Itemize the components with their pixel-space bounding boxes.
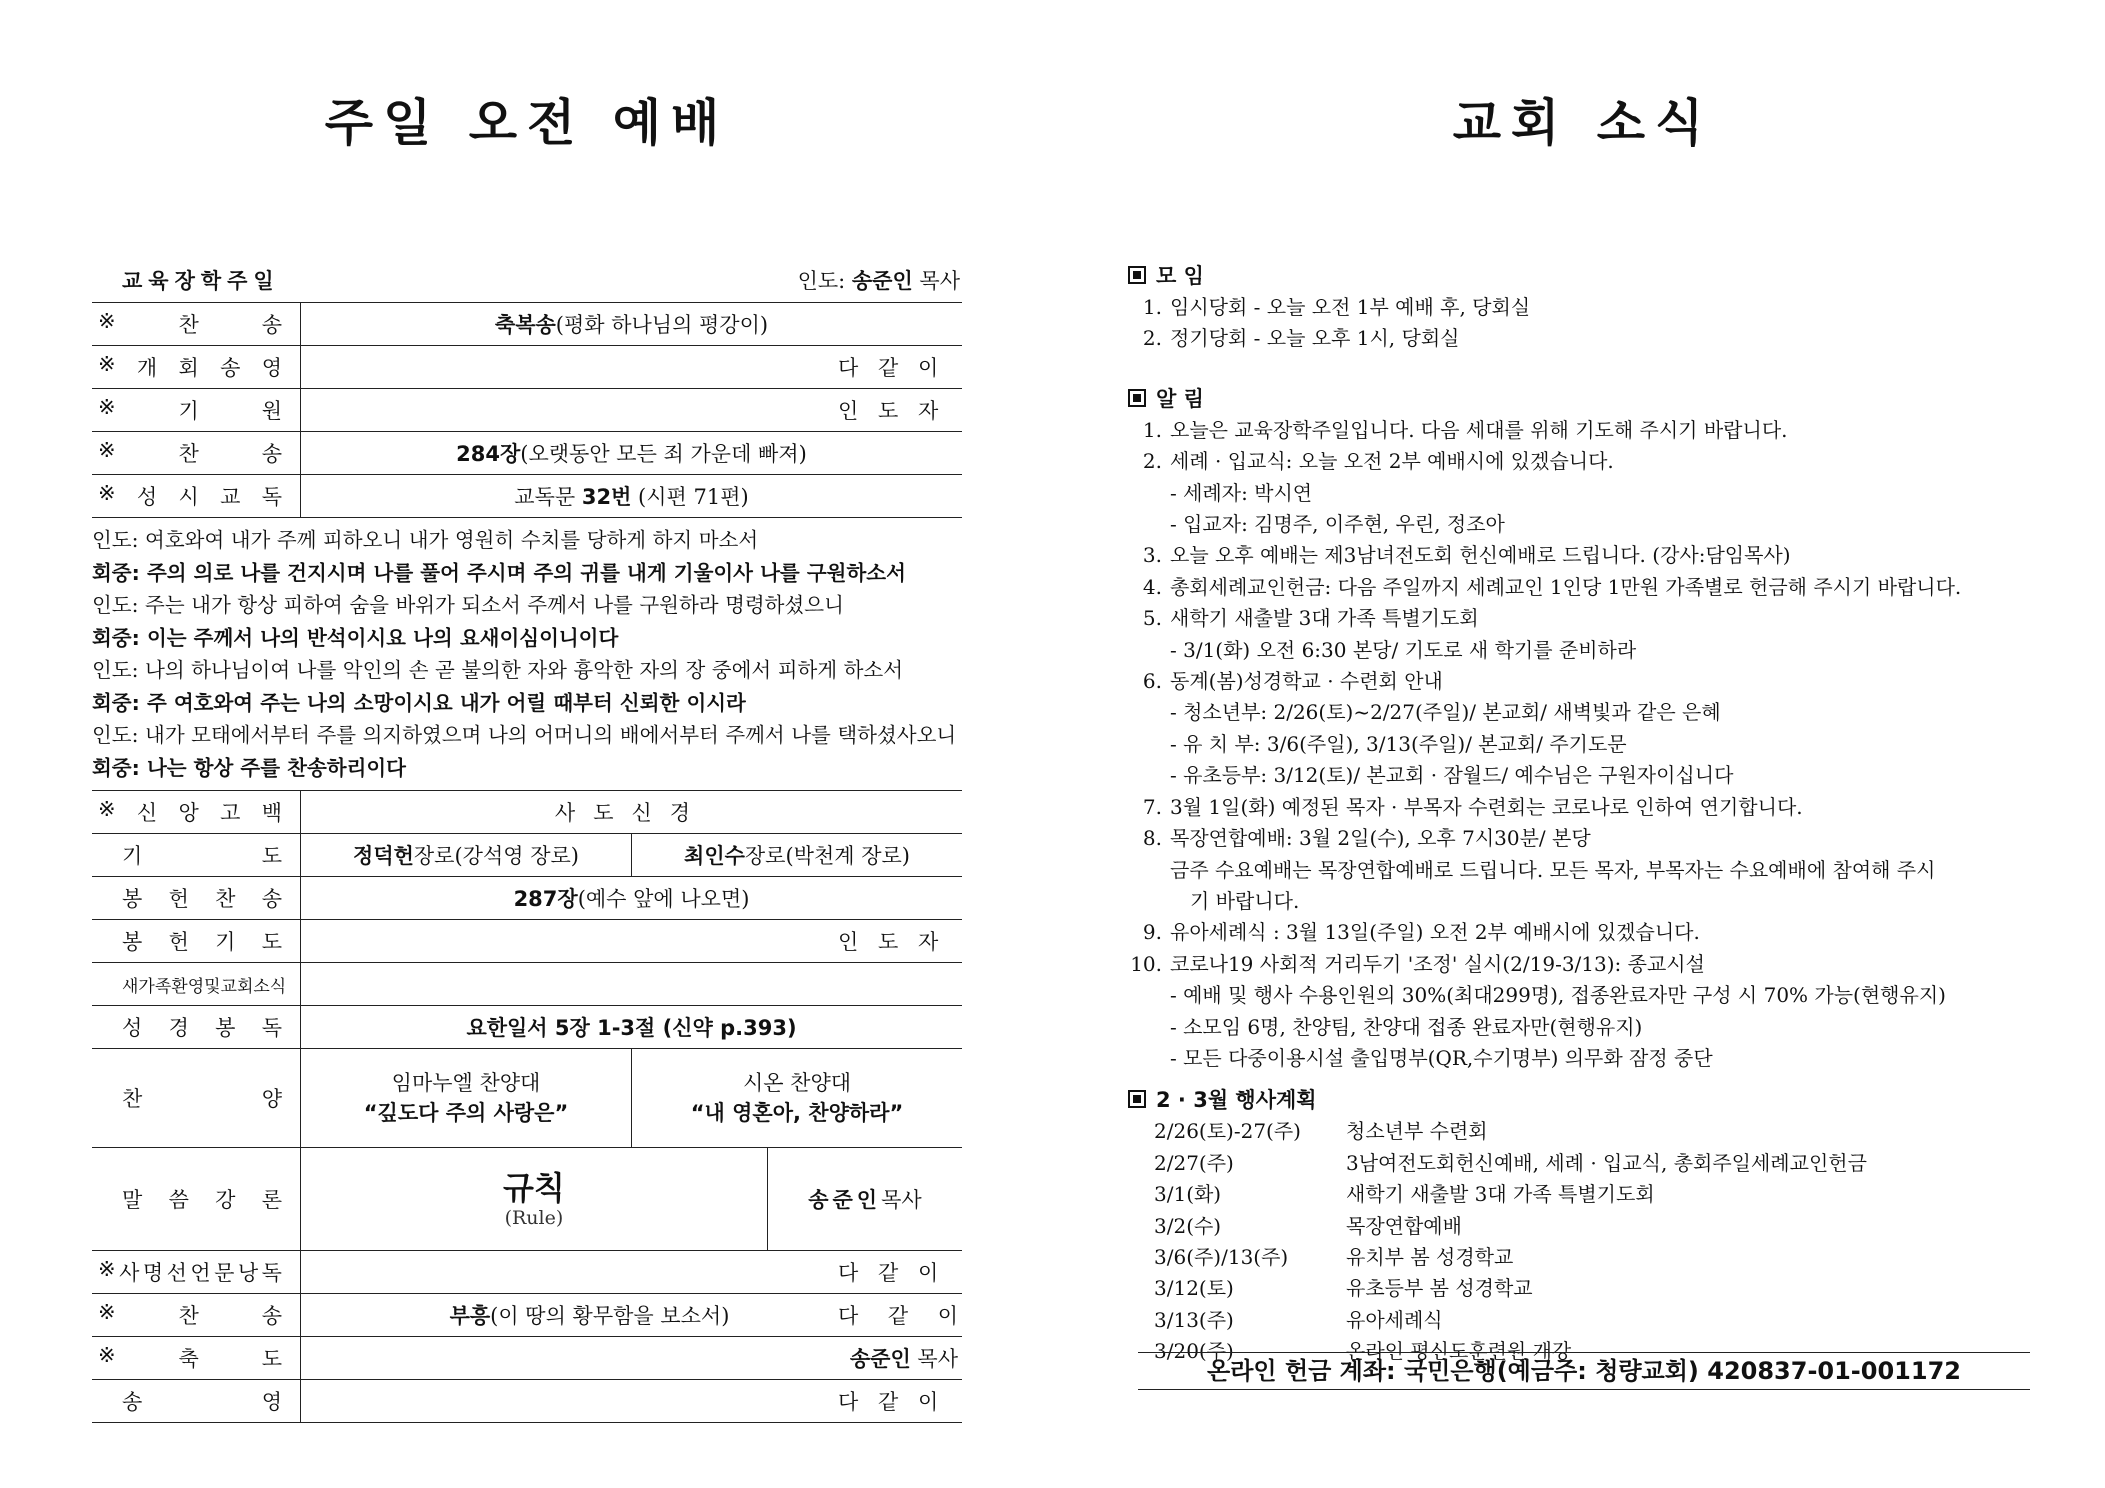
reading-line: 인도: 여호와여 내가 주께 피하오니 내가 영원히 수치를 당하게 하지 마소서: [92, 528, 759, 552]
label-char: 찬: [215, 887, 236, 911]
item-number: 9.: [1142, 920, 1162, 945]
label-char: ※: [98, 395, 116, 419]
label-char: 시: [178, 485, 199, 509]
schedule-event: 유아세례식: [1346, 1307, 1443, 1332]
label-char: 독: [261, 485, 282, 509]
spread-value: [838, 395, 962, 425]
schedule-event: 유치부 봄 성경학교: [1346, 1244, 1514, 1269]
label-char: 강: [215, 1188, 236, 1212]
schedule-event: 유초등부 봄 성경학교: [1346, 1276, 1533, 1301]
label-char: ※: [98, 309, 116, 333]
list-item: [1128, 603, 2038, 634]
schedule-event: 온라인 평신도훈련원 개강: [1346, 1339, 1572, 1364]
order-row-sermon: [92, 1148, 962, 1251]
label-char: ※: [98, 352, 116, 376]
label-char: 독: [261, 1261, 282, 1285]
item-text: 코로나19 사회적 거리두기 '조정' 실시(2/19-3/13): 종교시설: [1170, 951, 1705, 976]
list-item: 1. 임시당회 - 오늘 오전 1부 예배 후, 당회실: [1142, 295, 1531, 319]
label-char: 다: [838, 1304, 859, 1328]
order-row-mission: [92, 1251, 962, 1294]
order-label: [92, 883, 300, 913]
schedule-event: 3남여전도회헌신예배, 세례 · 입교식, 총회주일세례교인헌금: [1346, 1150, 1867, 1175]
section-heading: 알 림: [1128, 383, 2038, 415]
spread-value: [838, 352, 962, 382]
sermon-subtitle: (Rule): [504, 1207, 564, 1229]
news-title: 교회 소식: [1452, 94, 1714, 152]
reading-line: 회중: 주의 의로 나를 건지시며 나를 풀어 주시며 주의 귀를 내게 기울이사 나를 구원하소서: [92, 560, 906, 585]
label-char: 성: [136, 485, 158, 509]
label-char: 낭: [237, 1261, 259, 1285]
schedule-list: [1128, 1116, 2038, 1367]
item-number: 4.: [1142, 574, 1162, 599]
label-char: 양: [261, 1087, 282, 1111]
order-label: 새가족환영및교회소식: [122, 976, 287, 997]
order-row-invocation: [92, 389, 962, 432]
item-text: 유아세례식 : 3월 13일(주일) 오전 2부 예배시에 있겠습니다.: [1170, 920, 1700, 945]
spread-value: [838, 1257, 962, 1287]
list-item: [1128, 823, 2038, 854]
item-text: 3월 1일(화) 예정된 목자 · 부목자 수련회는 코로나로 인하여 연기합니다.: [1170, 794, 1803, 819]
spread-value: [838, 1386, 962, 1416]
prayer-a: 정덕헌 장로(강석영 장로): [353, 844, 579, 868]
order-row-opening: [92, 346, 962, 389]
schedule-date: 3/13(주): [1154, 1307, 1234, 1332]
label-char: 자: [918, 930, 939, 954]
label-char: 다: [838, 1390, 859, 1414]
order-label: [92, 1083, 300, 1113]
order-label: [92, 1300, 300, 1330]
label-char: 론: [261, 1188, 282, 1212]
choir-a: 임마누엘 찬양대 “깊도다 주의 사랑은”: [363, 1071, 569, 1125]
reading-line: 회중: 이는 주께서 나의 반석이시요 나의 요새이심이니이다: [92, 625, 619, 650]
label-char: 앙: [178, 801, 199, 825]
list-item: 2. 정기당회 - 오늘 오후 1시, 당회실: [1142, 326, 1460, 351]
list-item: - 입교자: 김명주, 이주현, 우린, 정조아: [1170, 512, 1505, 537]
item-number: 6.: [1142, 669, 1162, 694]
square-bullet-icon: [1128, 266, 1146, 284]
list-item: 금주 수요예배는 목장연합예배로 드립니다. 모든 목자, 부목자는 수요예배에 참여해 주시: [1170, 857, 1936, 882]
label-char: 인: [838, 930, 859, 954]
label-char: 도: [261, 1347, 282, 1371]
section-heading: 2 · 3월 행사계획: [1128, 1084, 2038, 1116]
item-text: 오늘 오후 예배는 제3남녀전도회 헌신예배로 드립니다. (강사:담임목사): [1170, 543, 1791, 568]
label-char: 회: [178, 356, 199, 380]
label-char: 영: [261, 1390, 282, 1414]
leader-info: 인도: 송준인 목사: [797, 269, 960, 293]
list-item: - 예배 및 행사 수용인원의 30%(최대299명), 접종완료자만 구성 시 70% 가능(현행유지): [1170, 983, 1946, 1008]
order-label: [92, 395, 300, 425]
label-char: 개: [136, 356, 158, 380]
list-item: 기 바랍니다.: [1190, 888, 1300, 913]
square-bullet-icon: [1128, 389, 1146, 407]
label-char: 영: [261, 356, 282, 380]
label-char: 헌: [168, 887, 189, 911]
label-char: 백: [261, 801, 282, 825]
schedule-event: 새학기 새출발 3대 가족 특별기도회: [1346, 1182, 1655, 1207]
schedule-date: 3/12(토): [1154, 1276, 1234, 1301]
label-char: 이: [918, 356, 939, 380]
order-label: [92, 840, 300, 870]
label-char: 송: [261, 313, 282, 337]
order-row-responsive-reading: ※ 성 시 교 독 교독문 32번 (시편 71편): [92, 475, 962, 518]
list-item: - 3/1(화) 오전 6:30 본당/ 기도로 새 학기를 준비하라: [1170, 637, 1637, 662]
list-item: - 청소년부: 2/26(토)~2/27(주일)/ 본교회/ 새벽빛과 같은 은혜: [1170, 700, 1721, 725]
spread-value: [838, 926, 962, 956]
list-item: - 세례자: 박시연: [1170, 480, 1313, 505]
label-char: 도: [878, 399, 899, 423]
order-table-bottom: [92, 791, 962, 1423]
order-label: [92, 1257, 300, 1287]
leader-name: 송준인: [851, 269, 913, 293]
schedule-row: [1154, 1242, 2038, 1273]
item-text: 목장연합예배: 3월 2일(수), 오후 7시30분/ 본당: [1170, 826, 1591, 851]
label-char: ※: [98, 1343, 116, 1367]
label-char: 같: [878, 356, 899, 380]
label-char: 고: [220, 801, 241, 825]
item-text: 동계(봄)성경학교 · 수련회 안내: [1170, 669, 1443, 694]
order-header: [92, 258, 962, 303]
label-char: 문: [214, 1261, 235, 1285]
order-row-doxology: [92, 1380, 962, 1423]
item-number: 1.: [1142, 417, 1162, 442]
list-item: - 모든 다중이용시설 출입명부(QR,수기명부) 의무화 잠정 중단: [1170, 1045, 1713, 1070]
label-char: 찬: [178, 442, 199, 466]
prayer-b: 최인수 장로(박천계 장로): [631, 834, 962, 876]
item-text: 새학기 새출발 3대 가족 특별기도회: [1170, 606, 1479, 631]
label-char: 경: [168, 1016, 189, 1040]
reading-line: 인도: 나의 하나님이여 나를 악인의 손 곧 불의한 자와 흉악한 자의 장 중에서 피하게 하소서: [92, 658, 904, 682]
label-char: 도: [261, 930, 282, 954]
label-char: 다: [838, 1261, 859, 1285]
schedule-date: 3/2(수): [1154, 1213, 1222, 1238]
order-row-offering-prayer: [92, 920, 962, 963]
order-row-hymn3: ※ 찬 송 부흥(이 땅의 황무함을 보소서) 다 같 이: [92, 1294, 962, 1337]
label-char: 찬: [178, 1304, 199, 1328]
label-char: 독: [261, 1016, 282, 1040]
order-row-choir: [92, 1049, 962, 1148]
list-item: [1128, 917, 2038, 948]
label-char: 송: [261, 887, 282, 911]
label-char: 도: [261, 844, 282, 868]
list-item: - 유초등부: 3/12(토)/ 본교회 · 잠월드/ 예수님은 구원자이십니다: [1170, 763, 1734, 788]
order-label: [92, 1386, 300, 1416]
section-meetings: [1128, 260, 2038, 355]
label-char: 축: [178, 1347, 199, 1371]
list-item: [1128, 666, 2038, 697]
spread-value: 사도신경: [554, 801, 709, 825]
order-label: [92, 309, 300, 339]
order-label: [92, 1012, 300, 1042]
reading-line: 인도: 주는 내가 항상 피하여 숨을 바위가 되소서 주께서 나를 구원하라 명령하셨으니: [92, 593, 844, 617]
order-row-hymn2: ※ 찬 송 284장(오랫동안 모든 죄 가운데 빠져): [92, 432, 962, 475]
schedule-row: [1154, 1116, 2038, 1147]
list-item: [1128, 792, 2038, 823]
schedule-row: [1154, 1148, 2038, 1179]
label-char: 같: [887, 1304, 909, 1328]
label-char: 찬: [122, 1087, 143, 1111]
label-char: 다: [838, 356, 859, 380]
section-heading: 모 임: [1128, 260, 2038, 292]
label-char: 선: [166, 1261, 187, 1285]
schedule-row: [1154, 1179, 2038, 1210]
label-char: 씀: [168, 1188, 189, 1212]
label-char: 기: [215, 930, 236, 954]
order-label: [92, 438, 300, 468]
sunday-name: 교육장학주일: [122, 268, 280, 293]
order-label: [92, 1184, 300, 1214]
reading-line: 회중: 나는 항상 주를 찬송하리이다: [92, 755, 406, 780]
order-row-benediction: ※ 축 도 송준인 목사: [92, 1337, 962, 1380]
list-item: - 유 치 부: 3/6(주일), 3/13(주일)/ 본교회/ 주기도문: [1170, 731, 1627, 756]
schedule-date: 3/6(주)/13(주): [1154, 1244, 1289, 1269]
list-item: - 소모임 6명, 찬양팀, 찬양대 접종 완료자만(현행유지): [1170, 1014, 1643, 1039]
label-char: 신: [136, 801, 158, 825]
item-number: 2.: [1142, 449, 1162, 474]
order-row-news: [92, 963, 962, 1006]
item-number: 10.: [1130, 951, 1162, 976]
item-number: 3.: [1142, 543, 1162, 568]
order-label: [92, 481, 300, 511]
label-char: 봉: [122, 930, 143, 954]
item-number: 5.: [1142, 606, 1162, 631]
label-char: 성: [122, 1016, 143, 1040]
label-char: 원: [261, 399, 282, 423]
label-char: 기: [122, 844, 143, 868]
label-char: 이: [937, 1304, 958, 1328]
list-item: [1128, 446, 2038, 477]
label-char: 인: [838, 399, 859, 423]
label-char: 말: [122, 1188, 143, 1212]
order-row-hymn1: ※ 찬 송 축복송(평화 하나님의 평강이): [92, 303, 962, 346]
label-char: 기: [178, 399, 199, 423]
order-label: [92, 797, 300, 827]
label-char: ※: [98, 1257, 116, 1281]
church-news-page: [1128, 80, 2038, 1368]
label-char: 언: [190, 1261, 211, 1285]
label-char: 같: [878, 1390, 899, 1414]
reading-line: 회중: 주 여호와여 주는 나의 소망이시요 내가 어릴 때부터 신뢰한 이시라: [92, 690, 746, 715]
schedule-event: 청소년부 수련회: [1346, 1119, 1488, 1144]
label-char: 찬: [178, 313, 199, 337]
order-row-creed: [92, 791, 962, 834]
item-number: 7.: [1142, 794, 1162, 819]
choir-b: 시온 찬양대 “내 영혼아, 찬양하라”: [631, 1049, 962, 1147]
sermon-preacher: 송준인 목사: [767, 1148, 962, 1250]
label-char: 헌: [168, 930, 189, 954]
order-label: [92, 926, 300, 956]
list-item: [1128, 572, 2038, 603]
item-number: 8.: [1142, 826, 1162, 851]
label-char: ※: [98, 438, 116, 462]
list-item: [1128, 540, 2038, 571]
order-row-offering-hymn: 봉 헌 찬 송 287장(예수 앞에 나오면): [92, 877, 962, 920]
label-char: 자: [918, 399, 939, 423]
item-text: 오늘은 교육장학주일입니다. 다음 세대를 위해 기도해 주시기 바랍니다.: [1170, 417, 1788, 442]
sermon-title: 규칙: [503, 1169, 565, 1207]
list-item: [1128, 415, 2038, 446]
label-char: 송: [122, 1390, 143, 1414]
label-char: 도: [878, 930, 899, 954]
schedule-date: 2/26(토)-27(주): [1154, 1119, 1301, 1144]
order-row-prayer: [92, 834, 962, 877]
schedule-date: 3/1(화): [1154, 1182, 1222, 1207]
label-char: 이: [918, 1390, 939, 1414]
label-char: 송: [220, 356, 241, 380]
square-bullet-icon: [1128, 1090, 1146, 1108]
label-char: 명: [142, 1261, 164, 1285]
label-char: 이: [918, 1261, 939, 1285]
schedule-date: 3/20(주): [1154, 1339, 1234, 1364]
spread-value: [838, 1300, 962, 1330]
order-label: [92, 1343, 300, 1373]
meeting-list: [1128, 292, 2038, 355]
label-char: 송: [261, 442, 282, 466]
label-char: 송: [261, 1304, 282, 1328]
sermon-title-block: [301, 1148, 767, 1250]
schedule-row: [1154, 1273, 2038, 1304]
order-row-scripture: 성 경 봉 독 요한일서 5장 1-3절 (신약 p.393): [92, 1006, 962, 1049]
label-char: ※: [98, 797, 116, 821]
label-char: 봉: [122, 887, 143, 911]
schedule-date: 2/27(주): [1154, 1150, 1234, 1175]
label-char: ※: [98, 1300, 116, 1324]
reading-line: 인도: 내가 모태에서부터 주를 의지하였으며 나의 어머니의 배에서부터 주께서 나를 택하셨사오니: [92, 723, 957, 747]
responsive-reading: [92, 518, 962, 791]
label-char: 사: [119, 1261, 140, 1285]
section-schedule: [1128, 1084, 2038, 1367]
schedule-event: 목장연합예배: [1346, 1213, 1462, 1238]
list-item: [1128, 949, 2038, 980]
label-char: 교: [220, 485, 241, 509]
online-offering-account: 온라인 헌금 계좌: 국민은행(예금주: 청량교회) 420837-01-001172: [1138, 1352, 2030, 1390]
item-text: 총회세례교인헌금: 다음 주일까지 세례교인 1인당 1만원 가족별로 헌금해 주시기 바랍니다.: [1170, 574, 1962, 599]
label-char: ※: [98, 481, 116, 505]
announcement-list: [1128, 415, 2038, 1075]
worship-order-page: [92, 80, 962, 1423]
worship-title: 주일 오전 예배: [324, 94, 730, 152]
label-char: 같: [878, 1261, 899, 1285]
order-label: [92, 352, 300, 382]
order-table-top: [92, 303, 962, 518]
schedule-row: [1154, 1211, 2038, 1242]
item-text: 세례 · 입교식: 오늘 오전 2부 예배시에 있겠습니다.: [1170, 449, 1614, 474]
schedule-row: [1154, 1305, 2038, 1336]
section-announcements: [1128, 383, 2038, 1075]
label-char: 봉: [215, 1016, 236, 1040]
